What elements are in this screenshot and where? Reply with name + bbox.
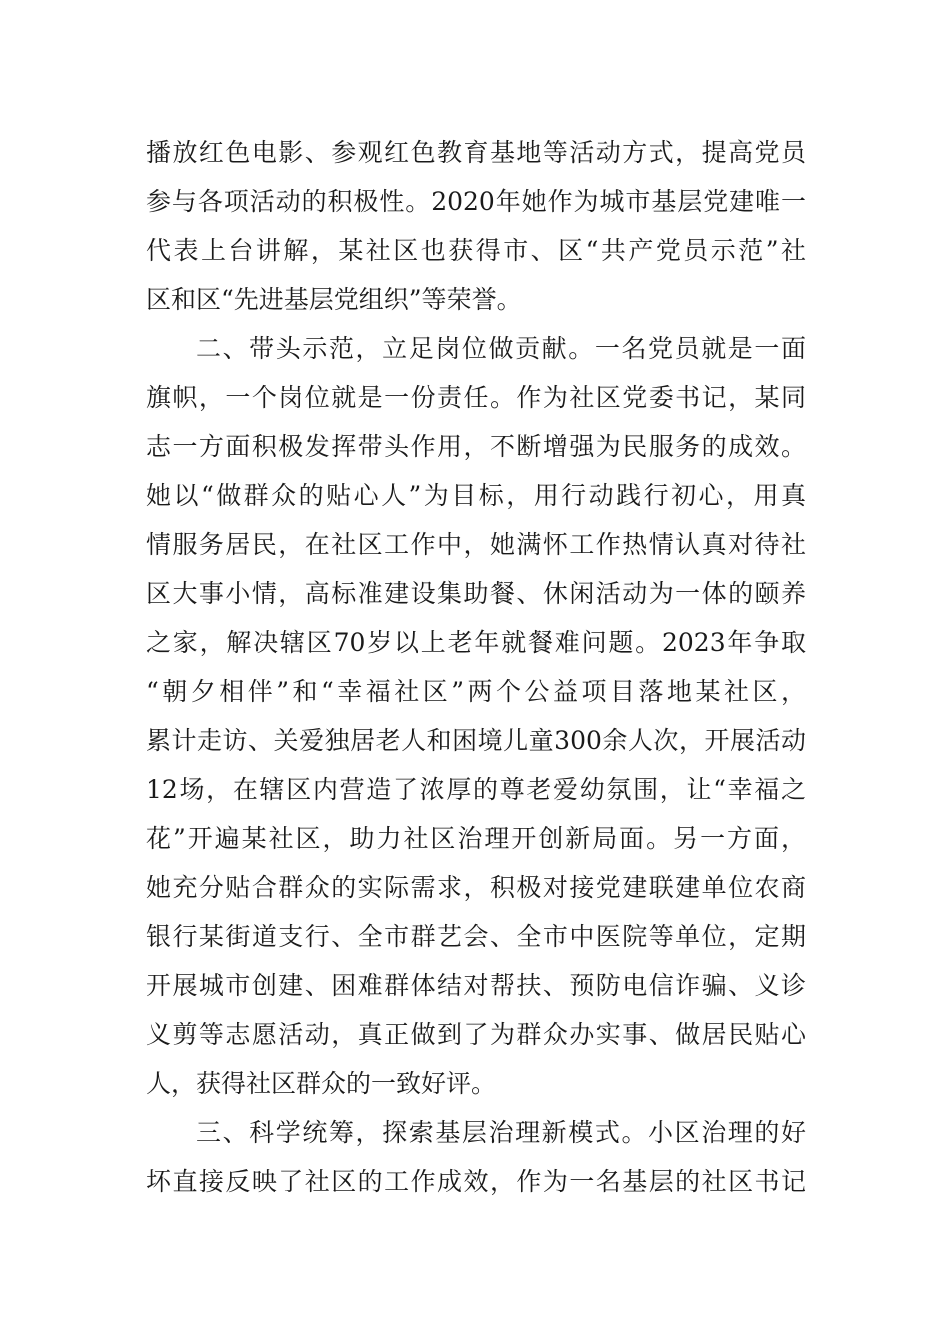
- text-line: 情服务居民，在社区工作中，她满怀工作热情认真对待社: [146, 530, 806, 559]
- text-line: 银行某街道支行、全市群艺会、全市中医院等单位，定期: [146, 922, 806, 951]
- text-line: 坏直接反映了社区的工作成效，作为一名基层的社区书记: [146, 1167, 806, 1196]
- text-line: 她充分贴合群众的实际需求，积极对接党建联建单位农商: [146, 873, 806, 902]
- text-line: 参与各项活动的积极性。2020年她作为城市基层党建唯一: [146, 187, 806, 216]
- text-line: 她以“做群众的贴心人”为目标，用行动践行初心，用真: [146, 481, 806, 510]
- text-line: 志一方面积极发挥带头作用，不断增强为民服务的成效。: [146, 432, 806, 461]
- text-line: 12场，在辖区内营造了浓厚的尊老爱幼氛围，让“幸福之: [146, 775, 806, 804]
- text-line: 义剪等志愿活动，真正做到了为群众办实事、做居民贴心: [146, 1020, 806, 1049]
- text-line: 区大事小情，高标准建设集助餐、休闲活动为一体的颐养: [146, 579, 806, 608]
- text-line: 开展城市创建、困难群体结对帮扶、预防电信诈骗、义诊: [146, 971, 806, 1000]
- paragraph-heading-line: 二、带头示范，立足岗位做贡献。一名党员就是一面: [196, 334, 806, 363]
- paragraph-heading-line: 三、科学统筹，探索基层治理新模式。小区治理的好: [196, 1118, 806, 1147]
- text-line: 播放红色电影、参观红色教育基地等活动方式，提高党员: [146, 138, 806, 167]
- text-line: 累计走访、关爱独居老人和困境儿童300余人次，开展活动: [146, 726, 806, 755]
- text-line: 人，获得社区群众的一致好评。: [146, 1069, 497, 1098]
- text-line: 之家，解决辖区70岁以上老年就餐难问题。2023年争取: [146, 628, 806, 657]
- text-line: 代表上台讲解，某社区也获得市、区“共产党员示范”社: [146, 236, 806, 265]
- text-line: 旗帜，一个岗位就是一份责任。作为社区党委书记，某同: [146, 383, 806, 412]
- body-text: [146, 128, 806, 1206]
- text-line: 区和区“先进基层党组织”等荣誉。: [146, 285, 522, 314]
- text-line: 花”开遍某社区，助力社区治理开创新局面。另一方面，: [146, 824, 806, 853]
- text-line: “朝夕相伴”和“幸福社区”两个公益项目落地某社区，: [146, 677, 806, 706]
